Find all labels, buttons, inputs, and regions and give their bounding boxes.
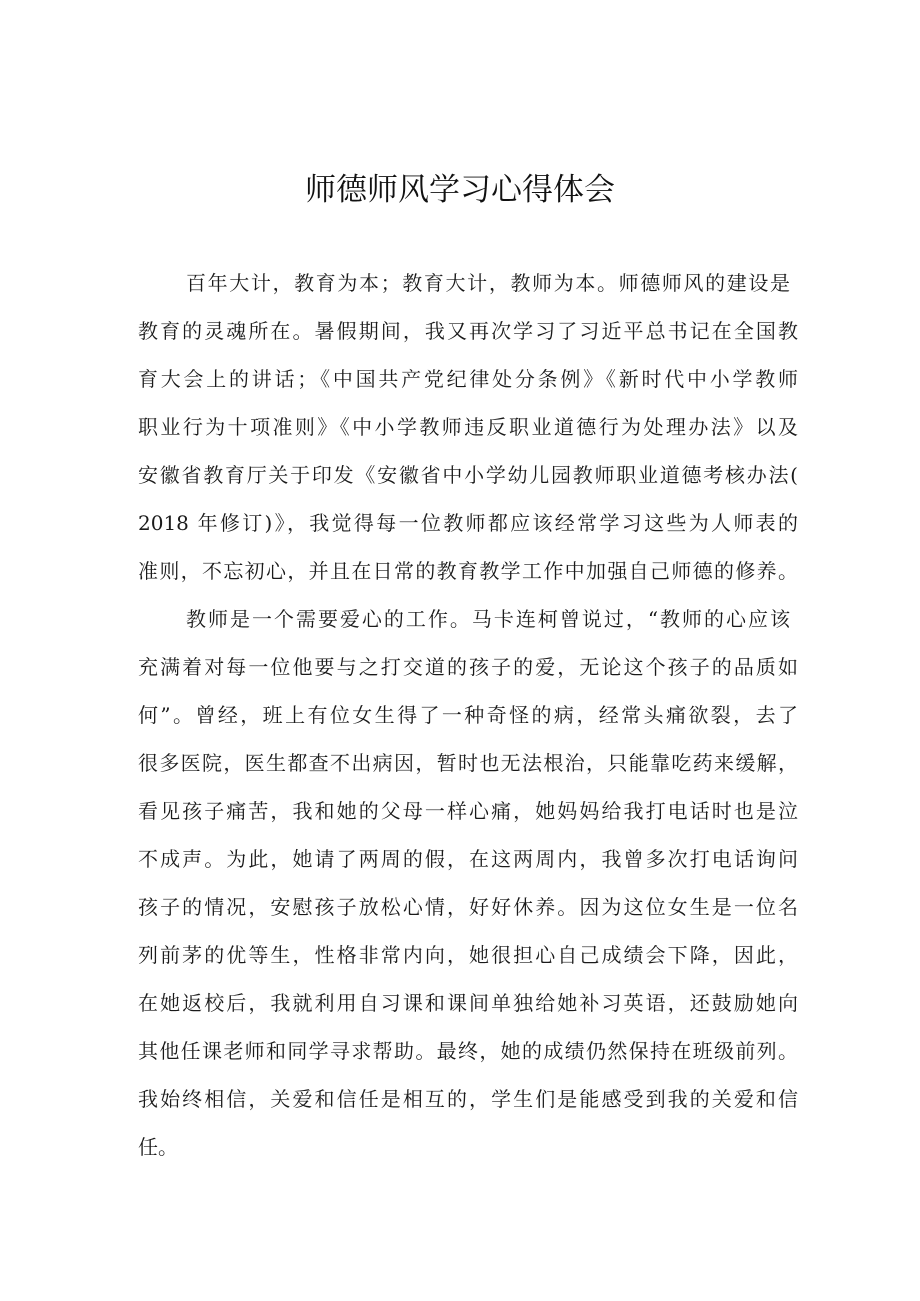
paragraph-line: 很多医院，医生都查不出病因，暂时也无法根治，只能靠吃药来缓解， (138, 751, 798, 775)
paragraph-line: 育大会上的讲话；《中国共产党纪律处分条例》《新时代中小学教师 (138, 367, 798, 391)
paragraph-line: 不成声。为此，她请了两周的假，在这两周内，我曾多次打电话询问 (138, 847, 798, 871)
paragraph-line: 在她返校后，我就利用自习课和课间单独给她补习英语，还鼓励她向 (138, 991, 798, 1015)
paragraph-line: 安徽省教育厅关于印发《安徽省中小学幼儿园教师职业道德考核办法( (138, 463, 798, 487)
paragraph-line: 看见孩子痛苦，我和她的父母一样心痛，她妈妈给我打电话时也是泣 (138, 799, 798, 823)
paragraph-line: 教育的灵魂所在。暑假期间，我又再次学习了习近平总书记在全国教 (138, 319, 798, 343)
paragraph-line: 百年大计，教育为本；教育大计，教师为本。师德师风的建设是 (186, 271, 790, 295)
paragraph-line: 何”。曾经，班上有位女生得了一种奇怪的病，经常头痛欲裂，去了 (138, 703, 798, 727)
paragraph-line: 其他任课老师和同学寻求帮助。最终，她的成绩仍然保持在班级前列。 (138, 1039, 798, 1063)
paragraph-line: 我始终相信，关爱和信任是相互的，学生们是能感受到我的关爱和信 (138, 1087, 798, 1111)
paragraph-line: 2018 年修订)》，我觉得每一位教师都应该经常学习这些为人师表的 (138, 511, 798, 535)
paragraph-line: 充满着对每一位他要与之打交道的孩子的爱，无论这个孩子的品质如 (138, 655, 798, 679)
paragraph-line: 任。 (138, 1135, 178, 1159)
paragraph-line: 教师是一个需要爱心的工作。马卡连柯曾说过，“教师的心应该 (186, 607, 790, 631)
paragraph-line: 准则，不忘初心，并且在日常的教育教学工作中加强自己师德的修养。 (138, 559, 798, 583)
paragraph-line: 列前茅的优等生，性格非常内向，她很担心自己成绩会下降，因此， (138, 943, 798, 967)
paragraph-line: 孩子的情况，安慰孩子放松心情，好好休养。因为这位女生是一位名 (138, 895, 798, 919)
page-title: 师德师风学习心得体会 (305, 172, 615, 208)
paragraph-line: 职业行为十项准则》《中小学教师违反职业道德行为处理办法》以及 (138, 415, 798, 439)
